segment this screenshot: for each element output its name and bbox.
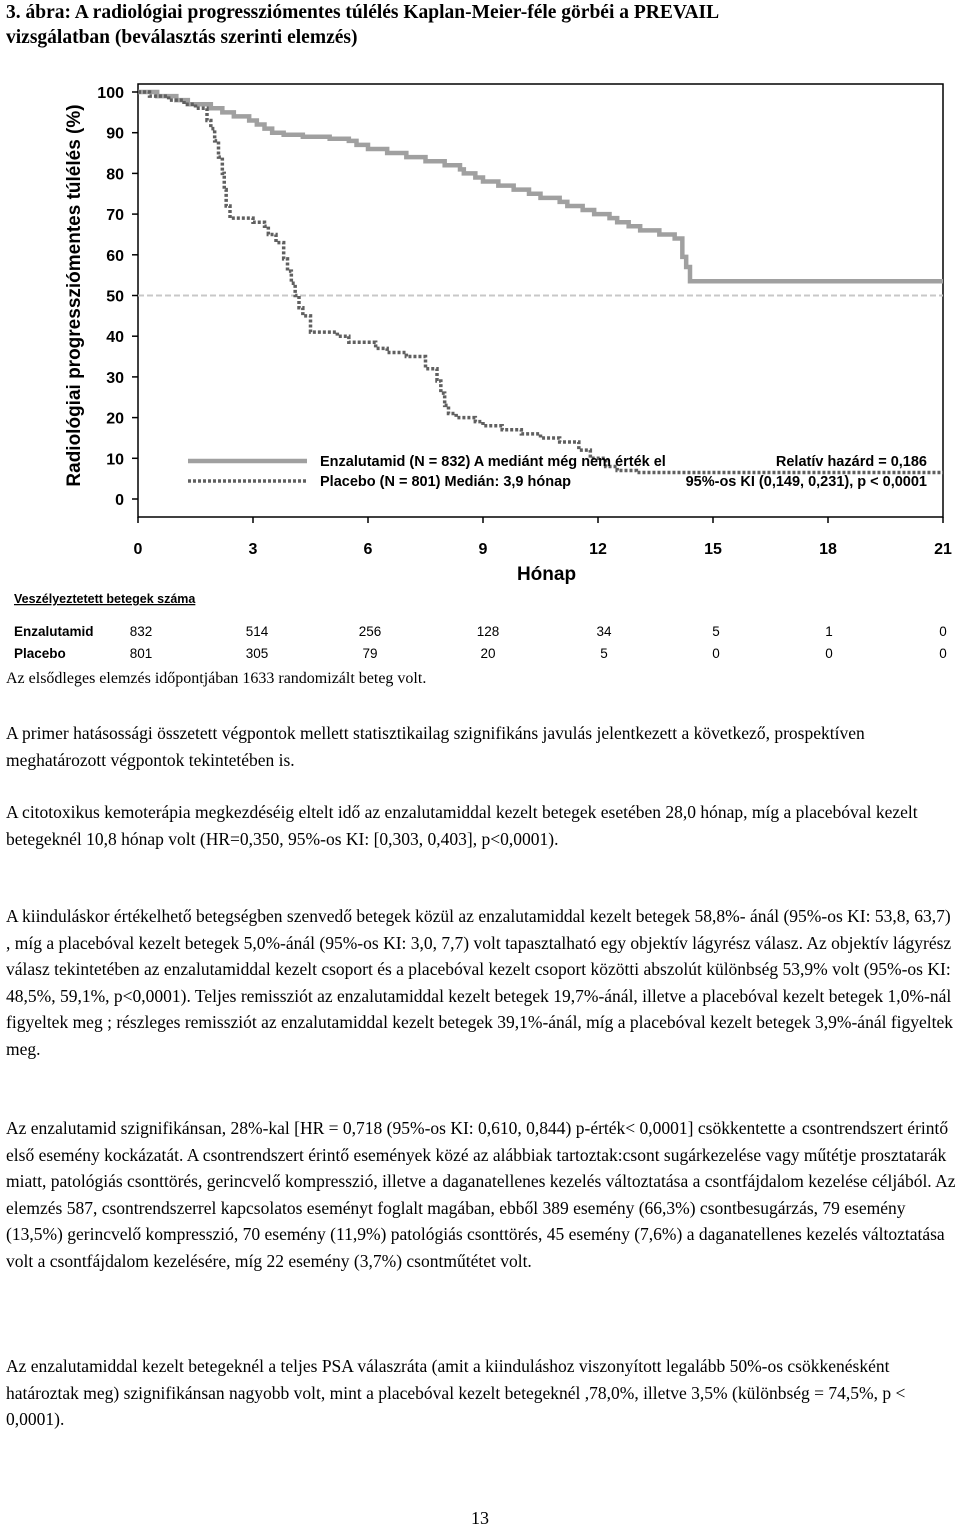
legend-label-placebo: Placebo (N = 801) Medián: 3,9 hónap — [320, 474, 571, 490]
kaplan-meier-chart — [0, 70, 960, 670]
figure-caption — [6, 0, 954, 50]
figure-footnote: Az elsődleges elemzés időpontjában 1633 randomizált beteg volt. — [6, 670, 427, 687]
risk-count: 801 — [129, 646, 153, 661]
risk-count: 128 — [476, 624, 500, 639]
paragraph-2: A citotoxikus kemoterápia megkezdéséig eltelt idő az enzalutamiddal kezelt betegek esetében 28,0 hónap, míg a placebóval kezelt betegeknél 10,8 hónap volt (HR=0,350, 95%-os KI: [0,303, 0,403], p<0,0001). — [6, 802, 918, 849]
x-tick-label: 15 — [704, 541, 722, 558]
x-tick-label: 12 — [589, 541, 607, 558]
risk-count: 0 — [825, 646, 833, 661]
legend — [188, 454, 927, 490]
risk-count: 0 — [712, 646, 720, 661]
risk-row-label: Enzalutamid — [14, 624, 94, 639]
y-axis-title: Radiológiai progressziómentes túlélés (%) — [64, 104, 85, 487]
risk-count: 5 — [600, 646, 608, 661]
paragraph-1: A primer hatásossági összetett végpontok mellett statisztikailag szignifikáns javulás jelentkezett a következő, prospektíven meghatározott végpontok tekintetében is. — [6, 723, 865, 770]
y-tick-label: 20 — [106, 410, 124, 428]
y-tick-label: 70 — [106, 207, 124, 225]
risk-count: 256 — [358, 624, 382, 639]
x-tick-label: 21 — [934, 541, 952, 558]
x-tick-label: 9 — [478, 541, 488, 558]
x-tick-label: 0 — [133, 541, 143, 558]
plot-frame-rect — [138, 84, 943, 517]
y-tick-label: 90 — [106, 125, 124, 143]
series-lines — [138, 92, 943, 473]
paragraph-4: Az enzalutamid szignifikánsan, 28%-kal [HR = 0,718 (95%-os KI: 0,610, 0,844) p-érték< 0,0001] csökkentette a csontrendszert érintő első esemény kockázatát. A csontrendszert érintő események közé az alábbiak tartoztak:csont sugárkezelése vagy műtétje prosztatarák miatt, patológiás csonttörés, gerincvelő kompresszió, illetve a daganatellenes kezelés változtatása a csontfájdalom kezelése céljából. Az elemzés 587, csontrendszerrel kapcsolatos eseményt foglalt magában, ebből 389 esemény (66,3%) csontbesugárzás, 79 esemény (13,5%) gerincvelő kompresszió, 70 esemény (11,9%) patológiás csonttörés, 45 esemény (7,6%) a daganatellenes kezelés változtatása volt a csontfájdalom kezelésére, míg 22 esemény (3,7%) csontműtétet volt. — [6, 1118, 956, 1271]
x-tick-label: 6 — [363, 541, 373, 558]
y-tick-label: 30 — [106, 369, 124, 387]
y-tick-label: 0 — [115, 492, 124, 509]
x-axis-title: Hónap — [516, 564, 577, 585]
legend-label-enzalutamid: Enzalutamid (N = 832) A mediánt még nem érték el — [320, 454, 666, 470]
caption-line-2: vizsgálatban (beválasztás szerinti elemzés) — [6, 27, 358, 48]
hazard-ratio-label: Relatív hazárd = 0,186 — [775, 454, 927, 470]
y-tick-label: 40 — [106, 329, 124, 347]
risk-count: 0 — [939, 624, 947, 639]
plot-frame — [138, 84, 943, 517]
risk-count: 832 — [129, 624, 153, 639]
y-tick-label: 100 — [97, 85, 124, 102]
risk-count: 0 — [939, 646, 947, 661]
y-tick-label: 60 — [106, 247, 124, 265]
risk-count: 20 — [480, 646, 496, 661]
x-tick-label: 18 — [819, 541, 837, 558]
confidence-interval-label: 95%-os KI (0,149, 0,231), p < 0,0001 — [685, 474, 927, 490]
axes — [64, 85, 952, 585]
y-tick-label: 80 — [106, 166, 124, 184]
risk-count: 514 — [245, 624, 269, 639]
page-number: 13 — [471, 1508, 489, 1528]
risk-count: 5 — [712, 624, 720, 639]
risk-count: 79 — [362, 646, 378, 661]
risk-table-title: Veszélyeztetett betegek száma — [14, 592, 196, 606]
x-tick-label: 3 — [248, 541, 258, 558]
enzalutamid-curve — [138, 92, 943, 281]
risk-row-label: Placebo — [14, 646, 66, 661]
y-tick-label: 10 — [106, 451, 124, 469]
y-tick-label: 50 — [106, 288, 124, 306]
paragraph-3: A kiinduláskor értékelhető betegségben szenvedő betegek közül az enzalutamiddal kezelt betegek 58,8%- ánál (95%-os KI: 53,8, 63,7) , míg a placebóval kezelt betegek 5,0%-ánál (95%-os KI: 3,0, 7,7) volt tapasztalható egy objektív lágyrész válasz. Az objektív lágyrész válasz tekintetében az enzalutamiddal kezelt csoport és a placebóval kezelt csoport közötti abszolút különbség 53,9% volt (95%-os KI: 48,5%, 59,1%, p<0,0001). Teljes remissziót az enzalutamiddal kezelt betegek 19,7%-ánál, illetve a placebóval kezelt betegek 1,0%-nál figyeltek meg ; részleges remissziót az enzalutamiddal kezelt betegek 39,1%-ánál, míg a placebóval kezelt betegek 3,9%-ánál figyeltek meg. — [6, 906, 954, 1059]
risk-count: 34 — [596, 624, 612, 639]
caption-line-1: 3. ábra: A radiológiai progressziómentes túlélés Kaplan-Meier-féle görbéi a PREVAIL — [6, 2, 720, 23]
risk-count: 1 — [825, 624, 833, 639]
paragraph-5: Az enzalutamiddal kezelt betegeknél a teljes PSA válaszráta (amit a kiinduláshoz viszonyított legalább 50%-os csökkenésként határoztak meg) szignifikánsan nagyobb volt, mint a placebóval kezelt betegeknél ,78,0%, illetve 3,5% (különbség = 74,5%, p < 0,0001). — [6, 1356, 906, 1429]
risk-count: 305 — [245, 646, 269, 661]
risk-table — [14, 592, 947, 661]
